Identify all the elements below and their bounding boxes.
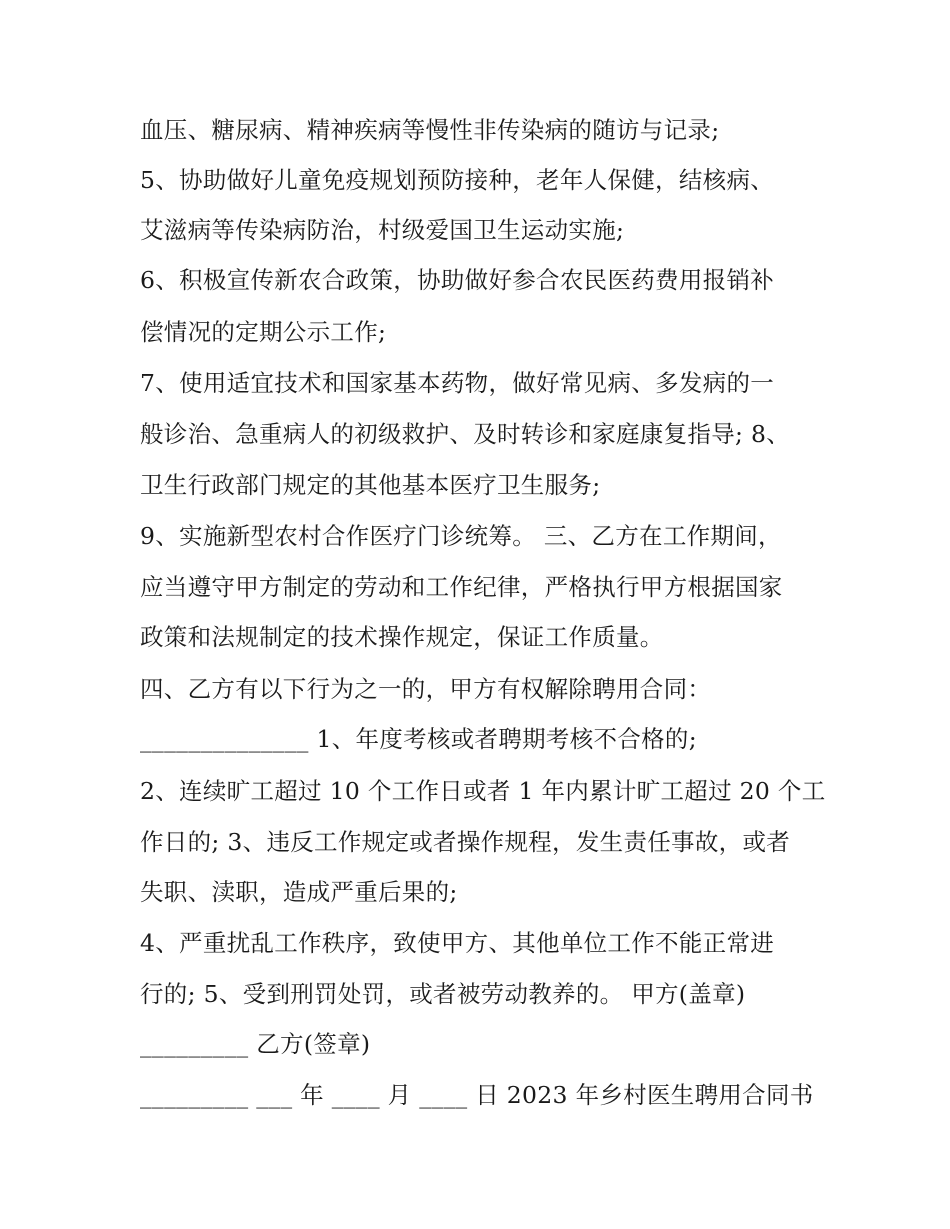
text-line: 4、严重扰乱工作秩序，致使甲方、其他单位工作不能正常进 — [140, 929, 775, 957]
text-line: _________ ___ 年 ____ 月 ____ 日 2023 年乡村医生聘用合同书 — [140, 1081, 814, 1109]
text-line: 行的; 5、受到刑罚处罚，或者被劳动教养的。 甲方(盖章) — [140, 980, 746, 1008]
text-line: 血压、糖尿病、精神疾病等慢性非传染病的随访与记录; — [140, 116, 720, 144]
text-line: 5、协助做好儿童免疫规划预防接种，老年人保健，结核病、 — [140, 166, 775, 194]
text-line: 7、使用适宜技术和国家基本药物，做好常见病、多发病的一 — [140, 369, 775, 397]
text-line: 9、实施新型农村合作医疗门诊统筹。 三、乙方在工作期间， — [140, 522, 782, 550]
text-line: ______________ 1、年度考核或者聘期考核不合格的; — [140, 725, 697, 753]
text-line: 作日的; 3、违反工作规定或者操作规程，发生责任事故，或者 — [140, 828, 791, 856]
text-line: 失职、渎职，造成严重后果的; — [140, 878, 458, 906]
text-line: 政策和法规制定的技术操作规定，保证工作质量。 — [140, 623, 664, 651]
text-line: 般诊治、急重病人的初级救护、及时转诊和家庭康复指导; 8、 — [140, 420, 791, 448]
text-line: 卫生行政部门规定的其他基本医疗卫生服务; — [140, 471, 601, 499]
text-line: 6、积极宣传新农合政策，协助做好参合农民医药费用报销补 — [140, 266, 775, 294]
text-line: 偿情况的定期公示工作; — [140, 318, 387, 346]
text-line: 2、连续旷工超过 10 个工作日或者 1 年内累计旷工超过 20 个工 — [140, 777, 826, 805]
text-line: 应当遵守甲方制定的劳动和工作纪律，严格执行甲方根据国家 — [140, 573, 783, 601]
text-line: 四、乙方有以下行为之一的，甲方有权解除聘用合同： — [140, 675, 712, 703]
text-line: 艾滋病等传染病防治，村级爱国卫生运动实施; — [140, 216, 625, 244]
text-line: _________ 乙方(签章) — [140, 1030, 371, 1058]
